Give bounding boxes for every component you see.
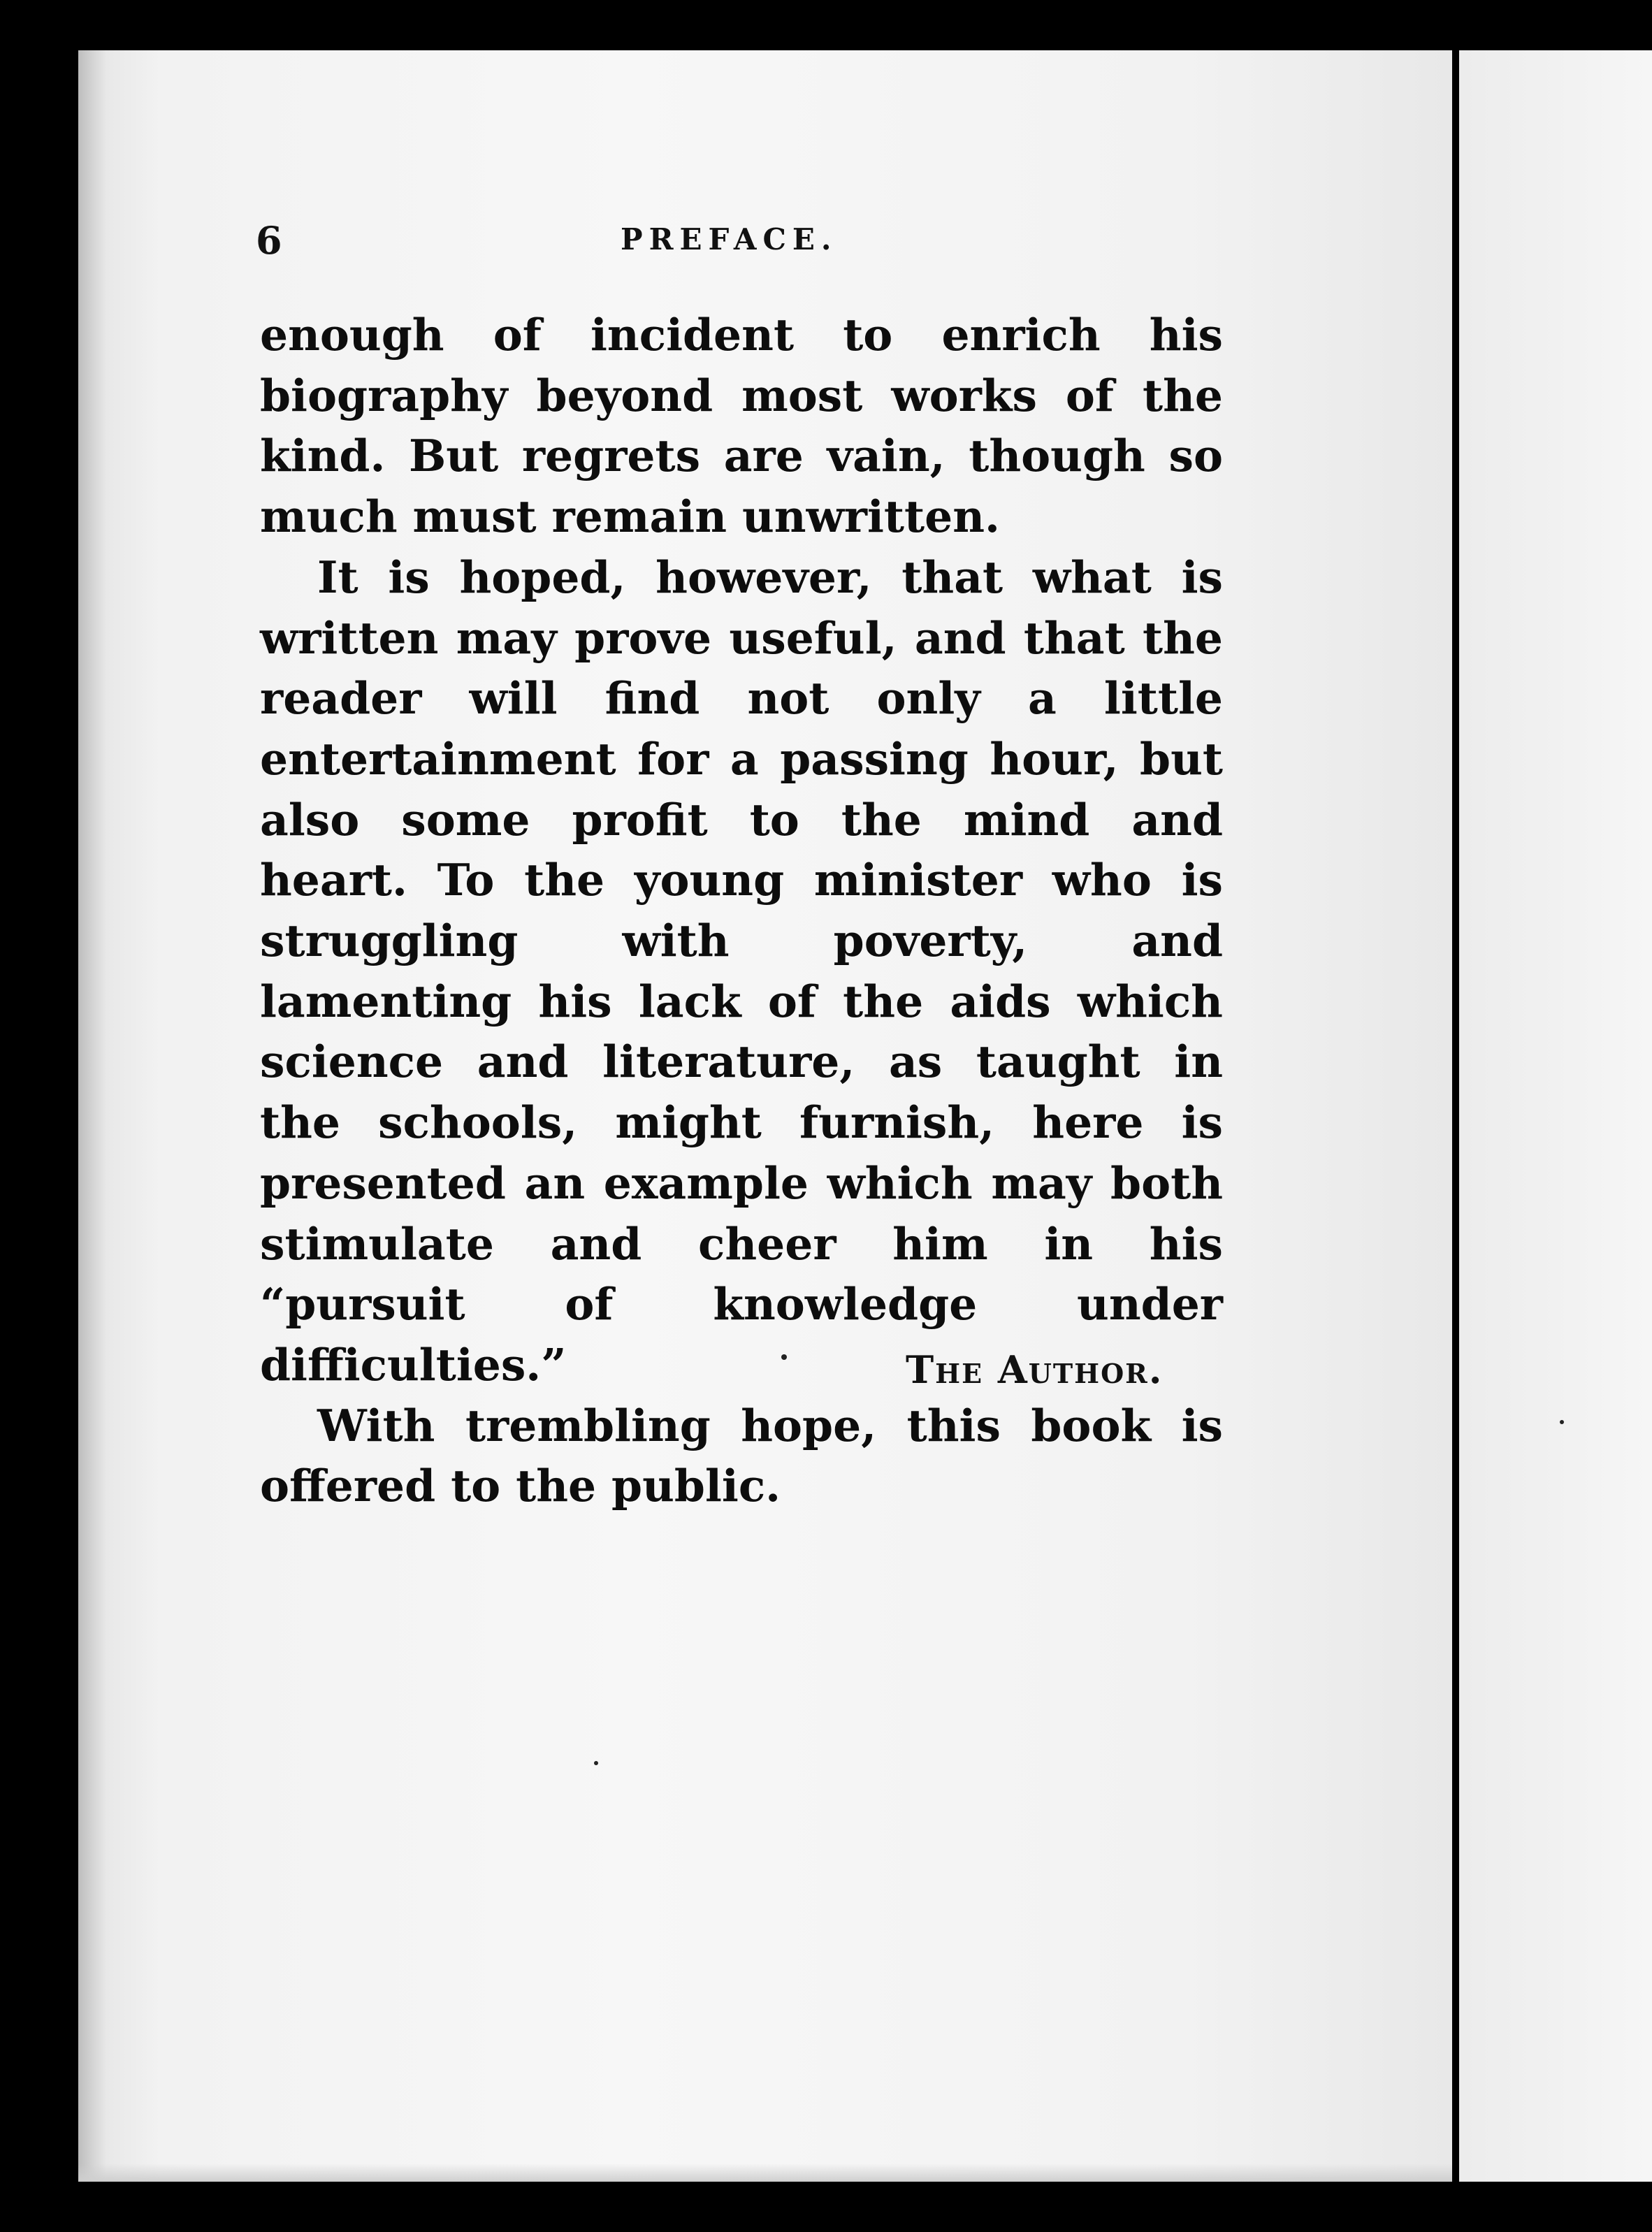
- ink-speck: [594, 1761, 598, 1765]
- paragraph: With trembling hope, this book is offered to the public.: [260, 1399, 1223, 1512]
- paragraph: It is hoped, however, that what is written may prove useful, and that the reader will find not only a little entertainment for a passing hour, but also some profit to the mind and heart. To the young minister who is struggling with poverty, and lamenting his lack of the aids which science and literature, as taught in the schools, might furnish, here is presented an example which may both stimulate and cheer him in his “pursuit of knowledge under difficulties.”: [260, 551, 1223, 1391]
- scan-bottom-band: [0, 2182, 1652, 2232]
- preface-body: [260, 305, 1223, 1516]
- running-head: PREFACE.: [621, 222, 838, 256]
- gutter-line: [1452, 42, 1456, 2194]
- ink-speck: [781, 1354, 787, 1360]
- facing-page-edge: [1459, 50, 1652, 2182]
- page-number: 6: [256, 218, 282, 263]
- author-signature: The Author.: [906, 1347, 1164, 1392]
- paragraph-continued: enough of incident to enrich his biography beyond most works of the kind. But regrets are vain, though so much must remain unwritten.: [260, 309, 1223, 543]
- page-left-edge: [78, 50, 106, 2182]
- page-bottom-edge: [78, 2164, 1455, 2182]
- page-header: [256, 218, 1220, 281]
- ink-speck: [1560, 1420, 1564, 1424]
